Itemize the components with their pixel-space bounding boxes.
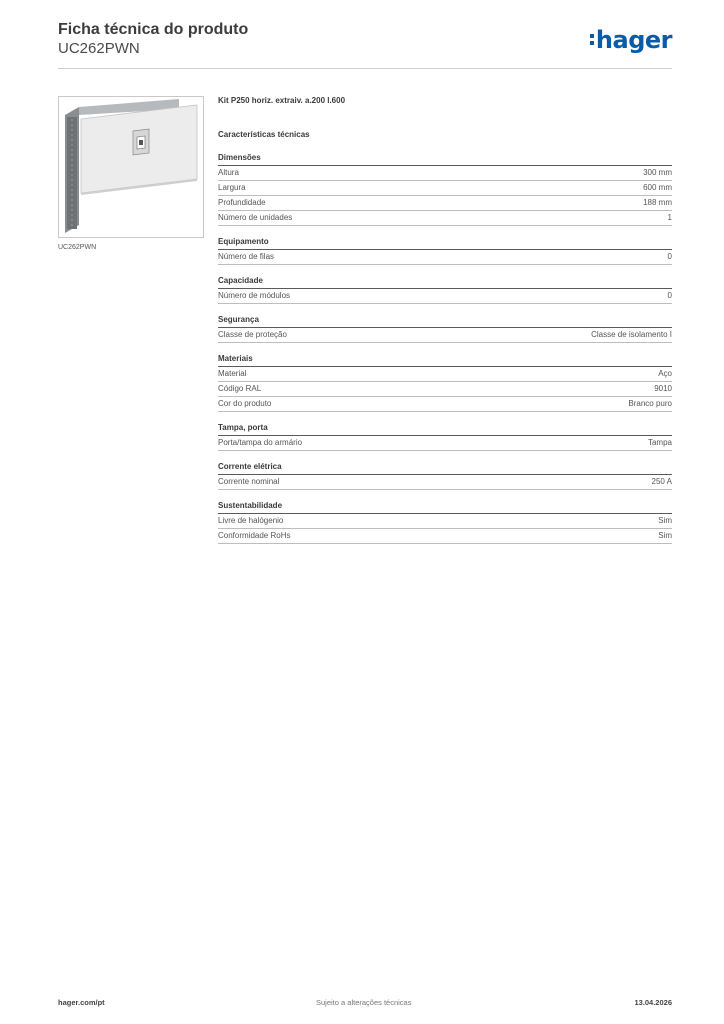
- product-kit-image-icon: [59, 97, 203, 237]
- spec-groups: [218, 152, 672, 544]
- spec-label: Material: [218, 369, 247, 378]
- spec-label: Profundidade: [218, 198, 266, 207]
- spec-value: 188 mm: [643, 198, 672, 207]
- spec-group: [218, 236, 672, 265]
- spec-row: [218, 289, 672, 304]
- spec-value: 0: [667, 252, 672, 261]
- spec-row: [218, 529, 672, 544]
- logo-dots-icon: [590, 31, 594, 45]
- spec-value: 9010: [654, 384, 672, 393]
- spec-value: Branco puro: [628, 399, 672, 408]
- spec-label: Conformidade RoHs: [218, 531, 291, 540]
- spec-row: [218, 196, 672, 211]
- spec-row: [218, 328, 672, 343]
- spec-label: Número de filas: [218, 252, 275, 261]
- spec-value: 300 mm: [643, 168, 672, 177]
- spec-label: Porta/tampa do armário: [218, 438, 303, 447]
- spec-group: [218, 353, 672, 412]
- logo-text: hager: [595, 26, 672, 54]
- image-caption: UC262PWN: [58, 244, 97, 251]
- spec-row: [218, 181, 672, 196]
- spec-group: [218, 422, 672, 451]
- spec-value: Aço: [658, 369, 672, 378]
- header-divider: [58, 68, 672, 69]
- spec-group: [218, 275, 672, 304]
- page-header: [58, 20, 672, 58]
- spec-group-title: Materiais: [218, 353, 672, 367]
- spec-label: Número de módulos: [218, 291, 291, 300]
- spec-label: Largura: [218, 183, 246, 192]
- spec-content: [218, 96, 672, 544]
- product-code: UC262PWN: [58, 40, 140, 57]
- spec-group-title: Equipamento: [218, 236, 672, 250]
- spec-label: Corrente nominal: [218, 477, 280, 486]
- spec-value: 600 mm: [643, 183, 672, 192]
- spec-row: [218, 367, 672, 382]
- spec-value: 0: [667, 291, 672, 300]
- spec-group-title: Segurança: [218, 314, 672, 328]
- spec-group-title: Corrente elétrica: [218, 461, 672, 475]
- spec-label: Classe de proteção: [218, 330, 287, 339]
- spec-row: [218, 382, 672, 397]
- spec-value: Tampa: [647, 438, 672, 447]
- spec-group-title: Capacidade: [218, 275, 672, 289]
- spec-row: [218, 166, 672, 181]
- spec-value: Classe de isolamento I: [591, 330, 672, 339]
- spec-row: [218, 436, 672, 451]
- spec-value: 1: [667, 213, 672, 222]
- spec-value: Sim: [658, 516, 672, 525]
- spec-group: [218, 500, 672, 544]
- spec-value: Sim: [658, 531, 672, 540]
- product-image: [58, 96, 204, 238]
- spec-row: [218, 475, 672, 490]
- spec-label: Número de unidades: [218, 213, 293, 222]
- spec-group-title: Sustentabilidade: [218, 500, 672, 514]
- spec-group: [218, 152, 672, 226]
- specs-heading: Características técnicas: [218, 130, 310, 139]
- spec-group-title: Tampa, porta: [218, 422, 672, 436]
- spec-row: [218, 397, 672, 412]
- page-title: Ficha técnica do produto: [58, 21, 249, 38]
- hager-logo: [590, 26, 672, 54]
- spec-row: [218, 514, 672, 529]
- spec-group: [218, 314, 672, 343]
- spec-value: 250 A: [651, 477, 672, 486]
- spec-label: Cor do produto: [218, 399, 272, 408]
- footer-date: 13.04.2026: [634, 998, 672, 1007]
- spec-row: [218, 211, 672, 226]
- product-name: Kit P250 horiz. extraiv. a.200 l.600: [218, 96, 346, 105]
- footer-notice: Sujeito a alterações técnicas: [316, 998, 412, 1007]
- spec-label: Livre de halógenio: [218, 516, 284, 525]
- spec-row: [218, 250, 672, 265]
- footer-website: hager.com/pt: [58, 998, 105, 1007]
- spec-label: Código RAL: [218, 384, 262, 393]
- spec-group: [218, 461, 672, 490]
- spec-group-title: Dimensões: [218, 152, 672, 166]
- spec-label: Altura: [218, 168, 239, 177]
